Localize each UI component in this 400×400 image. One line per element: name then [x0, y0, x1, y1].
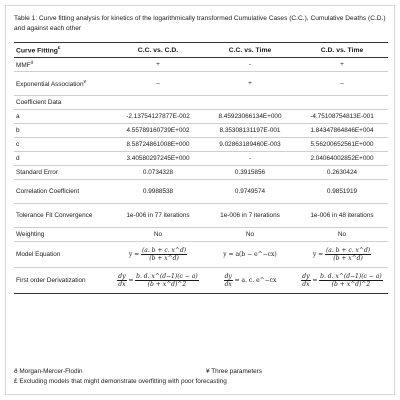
cell: 0.9749574: [204, 180, 296, 204]
equation-lhs: y =: [128, 251, 140, 258]
footnote-overfitting: £ Excluding models that might demonstrate overfitting with poor forecasting: [14, 378, 227, 385]
row-label: Standard Error: [14, 166, 112, 180]
table-row: [14, 180, 388, 204]
table-row: [14, 110, 388, 124]
cell: 0.0734328: [112, 166, 204, 180]
row-label: Tolerance Fit Convergence: [14, 204, 112, 228]
curve-fitting-table: [14, 42, 388, 294]
cell: -2.13754127877E-002: [112, 110, 204, 124]
table-row: [14, 268, 388, 294]
footnote-mmf: ð Morgan-Mercer-Flodin: [14, 368, 83, 375]
model-equation-cc-time: y = a(b − e^−cx): [204, 242, 296, 268]
footnote-three-parameters: ¥ Three parameters: [206, 368, 263, 375]
cell: 1e-006 in 48 iterations: [296, 204, 388, 228]
table-row: [14, 58, 388, 72]
row-label: Weighting: [14, 228, 112, 242]
table-row: [14, 138, 388, 152]
row-label: Correlation Coefficient: [14, 180, 112, 204]
model-equation-cc-cd: [112, 242, 204, 268]
equation-fraction: $\frac{(a. b + c. x\^{}d)}{(b + x\^{}d)}$: [141, 247, 187, 262]
cell: 1.84347864846E+004: [296, 124, 388, 138]
table-row: [14, 96, 388, 110]
row-label: Coefficient Data: [14, 96, 112, 110]
derivative-cc-time: $\frac{dy}{dx}$ = a. c. e^−cx: [204, 268, 296, 294]
dy-dx: $\frac{dy}{dx}$: [224, 273, 232, 288]
header-cd-vs-time: C.D. vs. Time: [296, 43, 388, 58]
cell: 5.56200652561E+000: [296, 138, 388, 152]
cell: 3.40580297245E+000: [112, 152, 204, 166]
cell: 1e-006 in 77 iterations: [112, 204, 204, 228]
table-row: [14, 204, 388, 228]
equation-fraction: $\frac{(a. b + c. x\^{}d)}{(b + x\^{}d)}$: [325, 247, 371, 262]
table-row: [14, 166, 388, 180]
cell: 9.02863189460E-003: [204, 138, 296, 152]
header-curve-fitting: Curve Fitting£: [14, 43, 112, 58]
cell: -: [204, 58, 296, 72]
row-label: b: [14, 124, 112, 138]
table-caption: Table 1: Curve fitting analysis for kinetics of the logarithmically transformed Cumulative Cases (C.C.), Cumulative Deaths (C.D.) and against each other: [14, 15, 386, 32]
cell: +: [296, 58, 388, 72]
cell: +: [112, 58, 204, 72]
cell: –: [112, 72, 204, 96]
cell: 2.04064002852E+000: [296, 152, 388, 166]
row-label: Exponential Association¥: [14, 72, 112, 96]
row-label: First order Derivatization: [14, 268, 112, 294]
row-label: $MMF^ð$: [14, 58, 112, 72]
cell: No: [112, 228, 204, 242]
equation-lhs: y =: [312, 251, 324, 258]
cell: +: [204, 72, 296, 96]
derivative-fraction: $\frac{b. d. x\^{}(d-1)(c - a)}{(b + x\^{}d)\^{}2}$: [136, 273, 198, 288]
cell: 0.9988538: [112, 180, 204, 204]
cell: -4.75108754813E-001: [296, 110, 388, 124]
row-label: a: [14, 110, 112, 124]
cell: No: [204, 228, 296, 242]
model-equation-cd-time: [296, 242, 388, 268]
cell: 0.9851919: [296, 180, 388, 204]
cell: 1e-006 in 7 iterations: [204, 204, 296, 228]
table-row: [14, 124, 388, 138]
cell: 8.35308131197E-001: [204, 124, 296, 138]
dy-dx: $\frac{dy}{dx}$: [302, 273, 310, 288]
cell: -: [204, 152, 296, 166]
cell: 0.3915856: [204, 166, 296, 180]
cell: 0.2630424: [296, 166, 388, 180]
header-cc-vs-cd: C.C. vs. C.D.: [112, 43, 204, 58]
derivative-cc-cd: $\frac{dy}{dx}$ = $\frac{b. d. x\^{}(d-1)(c - a)}{(b + x\^{}d)\^{}2}$: [112, 268, 204, 294]
row-label: d: [14, 152, 112, 166]
row-label: Model Equation: [14, 242, 112, 268]
cell: 8.45923066134E+000: [204, 110, 296, 124]
derivative-fraction: $\frac{b. d. x\^{}(d-1)(c - a)}{(b + x\^{}d)\^{}2}$: [320, 273, 382, 288]
table-row: [14, 242, 388, 268]
document-page: [5, 5, 395, 395]
cell: 4.55789160739E+002: [112, 124, 204, 138]
table-row: [14, 72, 388, 96]
cell: No: [296, 228, 388, 242]
header-row: [14, 43, 388, 58]
derivative-cd-time: $\frac{dy}{dx}$ = $\frac{b. d. x\^{}(d-1)(c - a)}{(b + x\^{}d)\^{}2}$: [296, 268, 388, 294]
header-cc-vs-time: C.C. vs. Time: [204, 43, 296, 58]
dy-dx: $\frac{dy}{dx}$: [118, 273, 126, 288]
row-label: c: [14, 138, 112, 152]
table-row: [14, 228, 388, 242]
cell: 8.58724861008E+000: [112, 138, 204, 152]
cell: –: [296, 72, 388, 96]
table-row: [14, 152, 388, 166]
